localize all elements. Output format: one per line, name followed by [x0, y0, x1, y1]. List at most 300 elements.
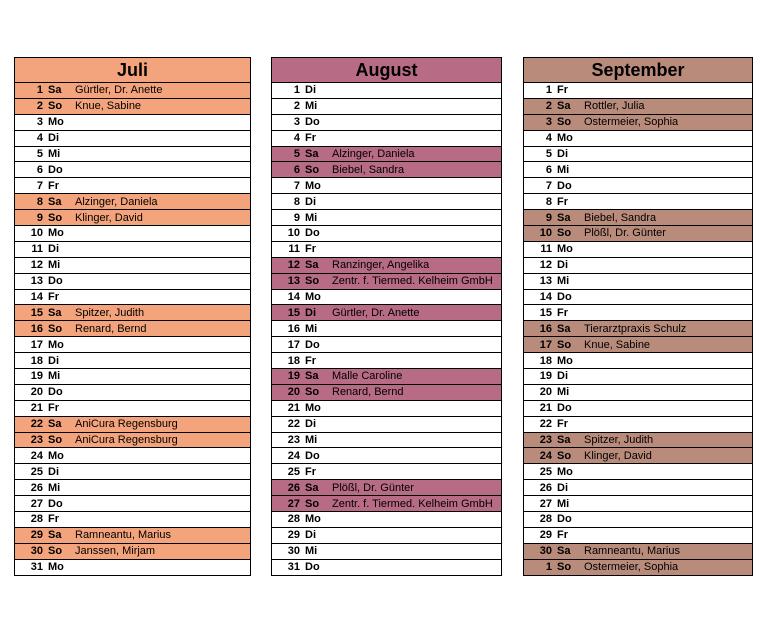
weekday: Sa	[557, 545, 571, 558]
day-row	[524, 226, 752, 242]
day-number: 22	[30, 418, 43, 431]
duty-name: Alzinger, Daniela	[332, 148, 415, 160]
weekday: Mo	[48, 227, 64, 240]
duty-name: Janssen, Mirjam	[75, 545, 156, 558]
day-row	[15, 274, 250, 290]
weekday: Mo	[305, 513, 321, 526]
day-number: 15	[30, 306, 43, 319]
day-row	[524, 178, 752, 194]
weekday: Do	[48, 275, 63, 288]
weekday: Sa	[48, 195, 62, 208]
duty-name: Renard, Bernd	[75, 322, 147, 335]
day-row	[524, 528, 752, 544]
weekday: Di	[305, 418, 316, 431]
day-row	[272, 194, 501, 210]
duty-name: Knue, Sabine	[75, 100, 142, 113]
day-number: 9	[545, 211, 552, 224]
day-number: 16	[539, 322, 552, 335]
day-row	[15, 290, 250, 306]
day-number: 12	[30, 259, 43, 272]
day-number: 30	[287, 545, 300, 558]
day-number: 2	[545, 100, 552, 113]
weekday: Mi	[48, 481, 61, 494]
day-row	[272, 147, 501, 163]
day-number: 27	[30, 497, 43, 510]
weekday: Mi	[305, 211, 318, 224]
duty-name: Ramneantu, Marius	[75, 529, 171, 542]
day-number: 17	[287, 338, 300, 351]
duty-name: Biebel, Sandra	[584, 211, 657, 224]
day-row	[524, 83, 752, 99]
day-number: 22	[539, 418, 552, 431]
day-number: 1	[293, 84, 300, 97]
day-number: 23	[30, 434, 43, 447]
day-row	[524, 337, 752, 353]
day-row	[524, 417, 752, 433]
day-number: 5	[545, 148, 552, 160]
day-row	[15, 194, 250, 210]
day-number: 11	[31, 243, 43, 256]
day-row	[524, 99, 752, 115]
weekday: Mo	[557, 354, 573, 367]
day-row	[15, 433, 250, 449]
weekday: So	[305, 497, 320, 510]
duty-name: Klinger, David	[584, 449, 652, 462]
day-number: 1	[545, 561, 552, 574]
day-number: 24	[287, 449, 300, 462]
weekday: Mi	[557, 386, 570, 399]
weekday: Mo	[48, 116, 64, 129]
day-number: 21	[539, 402, 552, 415]
day-row	[524, 496, 752, 512]
day-row	[524, 369, 752, 385]
day-number: 14	[287, 291, 300, 304]
day-number: 19	[287, 370, 300, 383]
weekday: So	[305, 275, 320, 288]
weekday: Do	[305, 338, 320, 351]
day-row	[15, 369, 250, 385]
weekday: So	[305, 163, 320, 176]
weekday: Fr	[305, 465, 316, 478]
day-row	[15, 528, 250, 544]
duty-name: Gürtler, Dr. Anette	[75, 84, 163, 97]
day-number: 8	[545, 195, 552, 208]
day-row	[524, 274, 752, 290]
duty-name: Biebel, Sandra	[332, 163, 405, 176]
duty-name: Spitzer, Judith	[584, 434, 654, 447]
weekday: Mi	[305, 100, 318, 113]
day-number: 12	[287, 259, 300, 272]
day-row	[524, 147, 752, 163]
day-number: 4	[293, 132, 300, 145]
weekday: Mi	[305, 322, 318, 335]
weekday: Sa	[557, 100, 571, 113]
weekday: Mo	[557, 132, 573, 145]
weekday: Fr	[48, 179, 59, 192]
day-row	[15, 560, 250, 576]
weekday: Sa	[305, 481, 319, 494]
weekday: So	[557, 116, 572, 129]
day-number: 20	[539, 386, 552, 399]
weekday: So	[557, 227, 572, 240]
day-row	[524, 464, 752, 480]
weekday: Sa	[557, 211, 571, 224]
weekday: Do	[557, 402, 572, 415]
duty-name: Malle Caroline	[332, 370, 403, 383]
duty-name: Ostermeier, Sophia	[584, 116, 679, 129]
month-header: September	[523, 57, 753, 83]
day-number: 27	[539, 497, 552, 510]
weekday: Sa	[48, 529, 62, 542]
weekday: So	[557, 561, 572, 574]
day-row	[15, 337, 250, 353]
weekday: Di	[305, 84, 316, 97]
weekday: Di	[557, 370, 568, 383]
day-row	[15, 448, 250, 464]
day-number: 25	[30, 465, 43, 478]
day-number: 13	[539, 275, 552, 288]
weekday: Mo	[557, 465, 573, 478]
day-number: 23	[287, 434, 300, 447]
day-row	[524, 433, 752, 449]
day-number: 19	[539, 370, 552, 383]
day-row	[15, 162, 250, 178]
day-row	[524, 401, 752, 417]
day-number: 7	[545, 179, 552, 192]
weekday: Sa	[48, 418, 62, 431]
day-number: 3	[36, 116, 43, 129]
day-number: 14	[30, 291, 43, 304]
weekday: Fr	[557, 306, 568, 319]
day-row	[15, 83, 250, 99]
day-row	[524, 210, 752, 226]
weekday: Sa	[305, 370, 319, 383]
duty-name: AniCura Regensburg	[75, 418, 178, 431]
weekday: Fr	[305, 243, 316, 256]
day-number: 29	[30, 529, 43, 542]
day-row	[524, 242, 752, 258]
day-number: 28	[539, 513, 552, 526]
weekday: Sa	[557, 434, 571, 447]
day-row	[272, 305, 501, 321]
day-row	[272, 290, 501, 306]
duty-name: Plößl, Dr. Günter	[584, 227, 666, 240]
weekday: Do	[48, 163, 63, 176]
day-number: 11	[288, 243, 300, 256]
day-row	[524, 448, 752, 464]
day-list	[14, 83, 251, 576]
weekday: Sa	[557, 322, 571, 335]
weekday: Di	[48, 465, 59, 478]
day-number: 28	[30, 513, 43, 526]
day-row	[524, 512, 752, 528]
weekday: Sa	[305, 148, 319, 160]
day-row	[15, 496, 250, 512]
weekday: Di	[305, 195, 316, 208]
day-row	[272, 99, 501, 115]
day-number: 1	[545, 84, 552, 97]
duty-name: Ramneantu, Marius	[584, 545, 680, 558]
day-number: 1	[36, 84, 43, 97]
day-row	[15, 305, 250, 321]
day-row	[524, 258, 752, 274]
weekday: Sa	[305, 259, 319, 272]
day-number: 9	[36, 211, 43, 224]
weekday: Mo	[48, 561, 64, 574]
day-row	[272, 544, 501, 560]
day-row	[524, 353, 752, 369]
weekday: Mi	[557, 163, 570, 176]
weekday: Do	[305, 449, 320, 462]
day-row	[272, 433, 501, 449]
day-row	[15, 417, 250, 433]
month-header: Juli	[14, 57, 251, 83]
day-row	[15, 321, 250, 337]
day-number: 8	[36, 195, 43, 208]
weekday: Mo	[48, 338, 64, 351]
day-row	[272, 401, 501, 417]
day-number: 26	[30, 481, 43, 494]
weekday: Mi	[48, 259, 61, 272]
day-row	[15, 512, 250, 528]
weekday: Di	[557, 481, 568, 494]
weekday: So	[557, 338, 572, 351]
day-number: 25	[539, 465, 552, 478]
day-number: 6	[36, 163, 43, 176]
weekday: Do	[305, 561, 320, 574]
weekday: Sa	[48, 306, 62, 319]
day-row	[15, 99, 250, 115]
duty-name: AniCura Regensburg	[75, 434, 178, 447]
day-row	[272, 242, 501, 258]
day-row	[15, 178, 250, 194]
weekday: Di	[48, 354, 59, 367]
duty-name: Tierarztpraxis Schulz	[584, 322, 687, 335]
duty-name: Gürtler, Dr. Anette	[332, 306, 420, 319]
day-number: 27	[287, 497, 300, 510]
day-row	[272, 115, 501, 131]
day-number: 3	[293, 116, 300, 129]
day-number: 10	[539, 227, 552, 240]
day-row	[272, 210, 501, 226]
duty-name: Plößl, Dr. Günter	[332, 481, 414, 494]
day-number: 15	[539, 306, 552, 319]
duty-name: Rottler, Julia	[584, 100, 645, 113]
day-list	[271, 83, 502, 576]
weekday: Do	[557, 513, 572, 526]
weekday: Mo	[48, 449, 64, 462]
month-table-august	[271, 57, 502, 576]
day-row	[272, 162, 501, 178]
day-number: 24	[30, 449, 43, 462]
day-row	[272, 131, 501, 147]
day-number: 18	[539, 354, 552, 367]
day-number: 5	[36, 148, 43, 160]
weekday: Fr	[305, 132, 316, 145]
weekday: So	[48, 211, 63, 224]
day-number: 30	[30, 545, 43, 558]
day-number: 10	[30, 227, 43, 240]
day-number: 13	[30, 275, 43, 288]
day-row	[524, 162, 752, 178]
day-number: 31	[30, 561, 43, 574]
weekday: Fr	[48, 291, 59, 304]
day-row	[15, 401, 250, 417]
weekday: Do	[305, 227, 320, 240]
day-number: 2	[36, 100, 43, 113]
day-number: 11	[540, 243, 552, 256]
weekday: Mo	[557, 243, 573, 256]
day-number: 21	[287, 402, 300, 415]
day-row	[272, 480, 501, 496]
month-table-juli	[14, 57, 251, 576]
day-number: 26	[539, 481, 552, 494]
weekday: So	[48, 434, 63, 447]
day-number: 5	[293, 148, 300, 160]
weekday: Mo	[305, 179, 321, 192]
day-number: 16	[30, 322, 43, 335]
day-row	[15, 385, 250, 401]
day-number: 19	[30, 370, 43, 383]
day-number: 13	[287, 275, 300, 288]
weekday: Mi	[48, 148, 61, 160]
day-row	[272, 512, 501, 528]
day-row	[15, 544, 250, 560]
day-number: 25	[287, 465, 300, 478]
weekday: Mo	[305, 402, 321, 415]
day-number: 3	[545, 116, 552, 129]
weekday: Mi	[48, 370, 61, 383]
weekday: So	[305, 386, 320, 399]
day-row	[15, 464, 250, 480]
day-number: 6	[293, 163, 300, 176]
day-row	[524, 385, 752, 401]
day-number: 18	[287, 354, 300, 367]
month-table-september	[523, 57, 753, 576]
weekday: So	[557, 449, 572, 462]
day-number: 29	[287, 529, 300, 542]
day-row	[15, 258, 250, 274]
day-number: 24	[539, 449, 552, 462]
day-number: 10	[287, 227, 300, 240]
weekday: Fr	[48, 513, 59, 526]
day-row	[272, 178, 501, 194]
day-row	[524, 305, 752, 321]
weekday: Fr	[557, 418, 568, 431]
day-row	[524, 194, 752, 210]
day-row	[272, 464, 501, 480]
day-row	[15, 147, 250, 163]
day-row	[15, 115, 250, 131]
day-row	[15, 353, 250, 369]
day-number: 23	[539, 434, 552, 447]
day-row	[524, 131, 752, 147]
weekday: Di	[557, 259, 568, 272]
day-number: 20	[30, 386, 43, 399]
day-row	[15, 131, 250, 147]
day-number: 17	[30, 338, 43, 351]
weekday: Do	[48, 497, 63, 510]
day-row	[272, 385, 501, 401]
day-row	[272, 560, 501, 576]
day-row	[524, 544, 752, 560]
weekday: Fr	[557, 195, 568, 208]
day-row	[272, 448, 501, 464]
weekday: Mi	[557, 497, 570, 510]
duty-name: Zentr. f. Tiermed. Kelheim GmbH	[332, 275, 493, 288]
day-row	[272, 369, 501, 385]
day-row	[524, 560, 752, 576]
day-number: 20	[287, 386, 300, 399]
weekday: Mo	[305, 291, 321, 304]
weekday: Do	[557, 291, 572, 304]
weekday: Di	[305, 306, 316, 319]
day-row	[272, 353, 501, 369]
day-number: 7	[36, 179, 43, 192]
weekday: Fr	[305, 354, 316, 367]
day-row	[272, 274, 501, 290]
duty-name: Renard, Bernd	[332, 386, 404, 399]
day-number: 22	[287, 418, 300, 431]
weekday: Do	[557, 179, 572, 192]
day-number: 2	[293, 100, 300, 113]
day-row	[272, 258, 501, 274]
weekday: So	[48, 322, 63, 335]
day-number: 21	[30, 402, 43, 415]
duty-name: Spitzer, Judith	[75, 306, 145, 319]
day-row	[524, 115, 752, 131]
day-row	[272, 226, 501, 242]
day-number: 14	[539, 291, 552, 304]
day-number: 30	[539, 545, 552, 558]
duty-name: Ranzinger, Angelika	[332, 259, 430, 272]
day-row	[272, 496, 501, 512]
weekday: Mi	[305, 434, 318, 447]
weekday: Di	[48, 132, 59, 145]
day-row	[524, 321, 752, 337]
duty-name: Knue, Sabine	[584, 338, 651, 351]
day-number: 29	[539, 529, 552, 542]
day-number: 15	[287, 306, 300, 319]
day-row	[15, 226, 250, 242]
day-row	[272, 417, 501, 433]
duty-name: Ostermeier, Sophia	[584, 561, 679, 574]
day-number: 18	[30, 354, 43, 367]
weekday: Di	[305, 529, 316, 542]
day-row	[524, 480, 752, 496]
day-number: 31	[287, 561, 300, 574]
day-row	[15, 210, 250, 226]
day-number: 4	[545, 132, 552, 145]
day-row	[272, 528, 501, 544]
weekday: Di	[48, 243, 59, 256]
day-number: 17	[539, 338, 552, 351]
day-row	[15, 480, 250, 496]
weekday: Fr	[557, 84, 568, 97]
weekday: Fr	[557, 529, 568, 542]
weekday: Sa	[48, 84, 62, 97]
weekday: So	[48, 100, 63, 113]
weekday: Fr	[48, 402, 59, 415]
day-row	[272, 321, 501, 337]
day-number: 12	[539, 259, 552, 272]
weekday: Mi	[557, 275, 570, 288]
weekday: Do	[48, 386, 63, 399]
duty-name: Klinger, David	[75, 211, 143, 224]
duty-name: Zentr. f. Tiermed. Kelheim GmbH	[332, 497, 493, 510]
day-row	[15, 242, 250, 258]
month-header: August	[271, 57, 502, 83]
